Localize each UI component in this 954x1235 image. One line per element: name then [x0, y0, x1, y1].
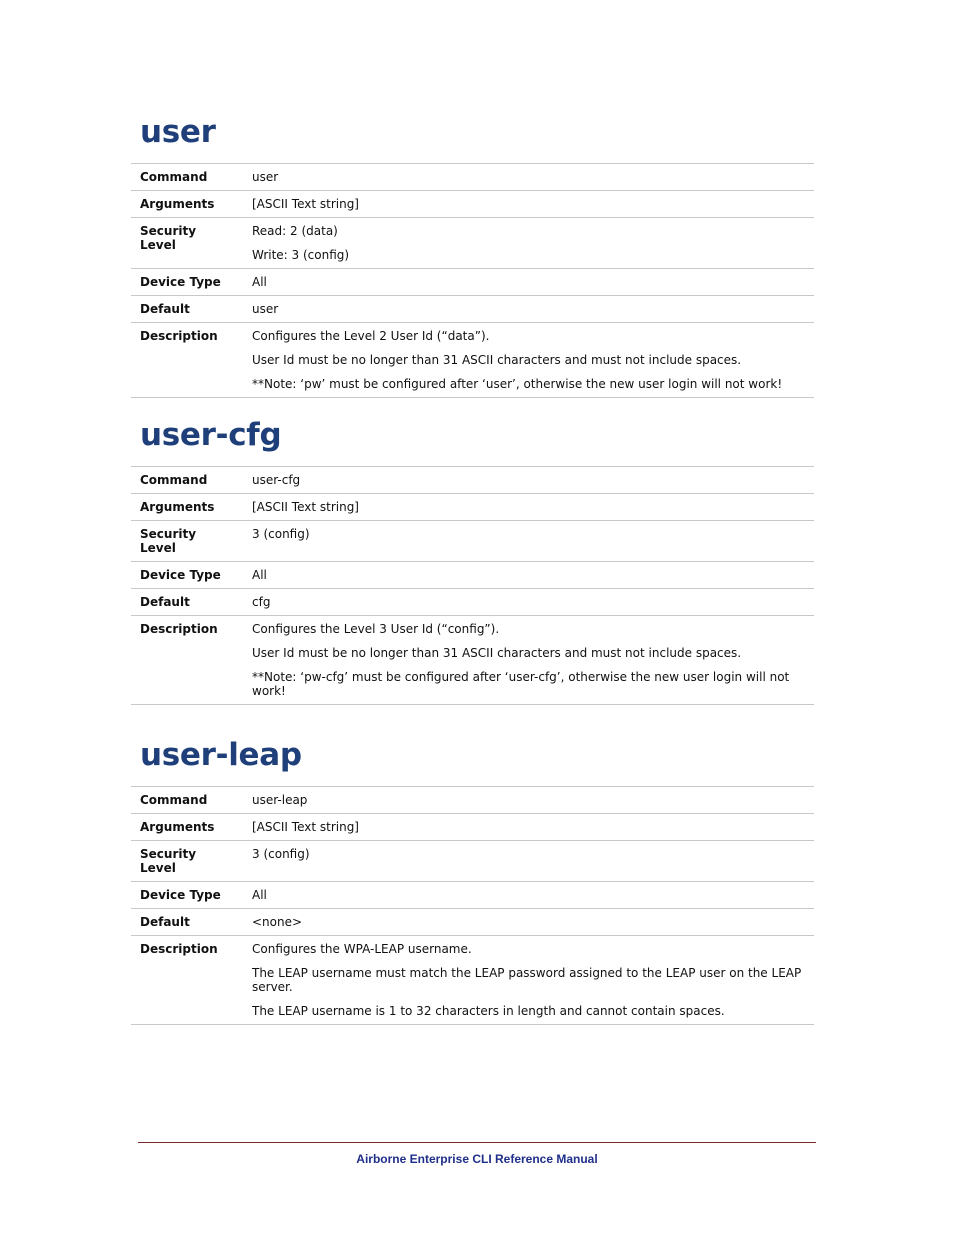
row-value — [252, 814, 814, 841]
row-label: Command — [131, 787, 252, 814]
section-user — [131, 112, 814, 398]
value-line: Configures the WPA-LEAP username. — [252, 942, 472, 956]
row-value — [252, 841, 814, 882]
row-label: Description — [131, 616, 252, 705]
row-value — [252, 323, 814, 398]
row-label: Device Type — [131, 562, 252, 589]
row-label: Device Type — [131, 269, 252, 296]
table-row — [131, 191, 814, 218]
table-row — [131, 616, 814, 705]
section-title: user-cfg — [140, 417, 282, 453]
row-label: Description — [131, 936, 252, 1025]
table-row — [131, 494, 814, 521]
row-label: Command — [131, 467, 252, 494]
section-title: user — [140, 114, 216, 150]
spec-table — [131, 786, 814, 1025]
row-value — [252, 909, 814, 936]
row-label: Arguments — [131, 494, 252, 521]
row-label: Security Level — [131, 521, 252, 562]
spec-table — [131, 466, 814, 705]
table-row — [131, 467, 814, 494]
value-line: <none> — [252, 915, 303, 929]
value-line: cfg — [252, 595, 271, 609]
table-row — [131, 164, 814, 191]
value-line: User Id must be no longer than 31 ASCII characters and must not include spaces. — [252, 646, 742, 660]
value-line: The LEAP username must match the LEAP password assigned to the LEAP user on the LEAP server. — [252, 966, 802, 994]
value-line: All — [252, 275, 267, 289]
table-row — [131, 936, 814, 1025]
value-line: User Id must be no longer than 31 ASCII characters and must not include spaces. — [252, 353, 742, 367]
row-value — [252, 494, 814, 521]
value-line: Configures the Level 3 User Id (“config”). — [252, 622, 500, 636]
table-row — [131, 269, 814, 296]
table-row — [131, 218, 814, 269]
section-user-leap — [131, 735, 814, 1025]
value-line: user — [252, 302, 279, 316]
table-row — [131, 787, 814, 814]
table-row — [131, 589, 814, 616]
row-label: Security Level — [131, 218, 252, 269]
value-line: Read: 2 (data) — [252, 224, 338, 238]
row-value — [252, 562, 814, 589]
row-label: Security Level — [131, 841, 252, 882]
section-title: user-leap — [140, 737, 302, 773]
value-line: All — [252, 568, 267, 582]
table-row — [131, 909, 814, 936]
row-value — [252, 787, 814, 814]
row-value — [252, 269, 814, 296]
table-row — [131, 296, 814, 323]
row-value — [252, 296, 814, 323]
row-value — [252, 191, 814, 218]
spec-table — [131, 163, 814, 398]
table-row — [131, 882, 814, 909]
row-label: Command — [131, 164, 252, 191]
row-label: Default — [131, 296, 252, 323]
row-label: Device Type — [131, 882, 252, 909]
table-row — [131, 562, 814, 589]
row-label: Arguments — [131, 814, 252, 841]
footer-divider — [138, 1142, 816, 1143]
footer-title: Airborne Enterprise CLI Reference Manual — [356, 1152, 598, 1166]
value-line: user — [252, 170, 279, 184]
row-value — [252, 589, 814, 616]
value-line: user-cfg — [252, 473, 301, 487]
row-label: Default — [131, 589, 252, 616]
row-value — [252, 882, 814, 909]
row-value — [252, 936, 814, 1025]
value-line: All — [252, 888, 267, 902]
value-line: Write: 3 (config) — [252, 248, 350, 262]
table-row — [131, 814, 814, 841]
value-line: 3 (config) — [252, 847, 310, 861]
value-line: **Note: ‘pw’ must be configured after ‘user’, otherwise the new user login will not work! — [252, 377, 783, 391]
value-line: [ASCII Text string] — [252, 197, 359, 211]
table-row — [131, 323, 814, 398]
value-line: user-leap — [252, 793, 308, 807]
row-label: Arguments — [131, 191, 252, 218]
table-row — [131, 521, 814, 562]
table-row — [131, 841, 814, 882]
value-line: [ASCII Text string] — [252, 820, 359, 834]
row-value — [252, 616, 814, 705]
row-value — [252, 164, 814, 191]
value-line: Configures the Level 2 User Id (“data”). — [252, 329, 490, 343]
row-value — [252, 218, 814, 269]
value-line: The LEAP username is 1 to 32 characters in length and cannot contain spaces. — [252, 1004, 725, 1018]
row-value — [252, 467, 814, 494]
section-user-cfg — [131, 415, 814, 705]
value-line: 3 (config) — [252, 527, 310, 541]
value-line: **Note: ‘pw-cfg’ must be configured after ‘user-cfg’, otherwise the new user login will not work! — [252, 670, 790, 698]
row-label: Default — [131, 909, 252, 936]
row-value — [252, 521, 814, 562]
value-line: [ASCII Text string] — [252, 500, 359, 514]
row-label: Description — [131, 323, 252, 398]
